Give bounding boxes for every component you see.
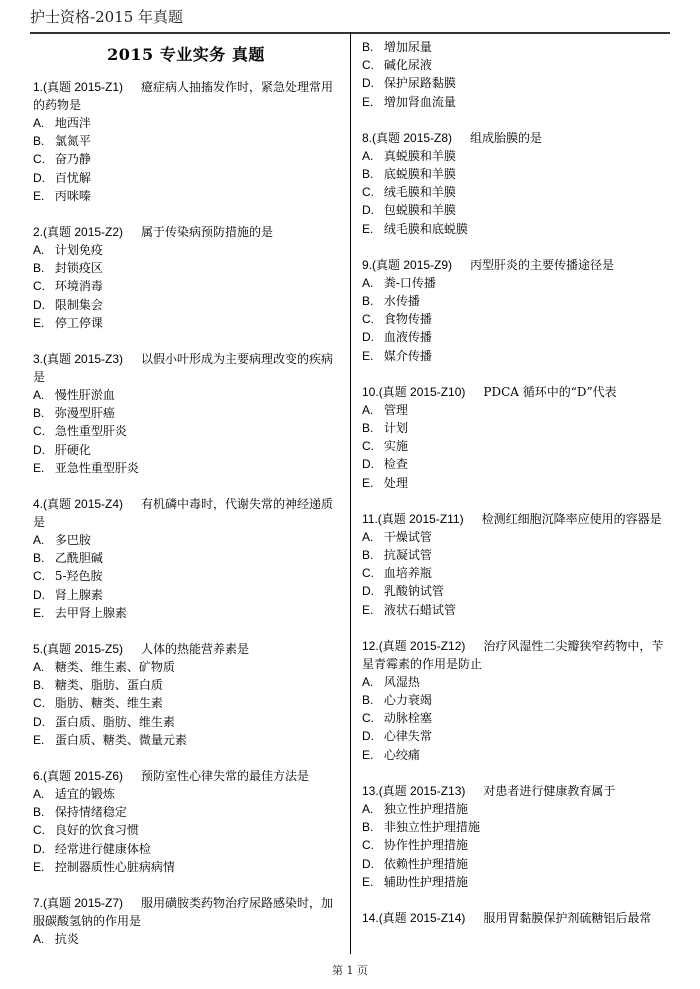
option-text: 独立性护理措施 xyxy=(380,801,468,816)
option-key: E. xyxy=(362,747,374,762)
option-key: A. xyxy=(362,148,374,163)
answer-option xyxy=(33,658,339,676)
answer-option xyxy=(33,604,339,622)
option-text: 包蜕膜和羊膜 xyxy=(380,203,456,218)
option-key: C. xyxy=(362,711,374,726)
answer-option xyxy=(362,601,672,619)
answer-option xyxy=(33,821,339,839)
answer-option xyxy=(33,930,339,948)
right-column xyxy=(362,38,672,945)
question-item xyxy=(33,894,339,948)
option-key: D. xyxy=(362,330,374,345)
question-item xyxy=(362,256,672,365)
option-text: 百忧解 xyxy=(51,170,91,185)
question-tag: (真题 2015-Z8) xyxy=(372,130,453,145)
question-item xyxy=(362,383,672,492)
option-key: B. xyxy=(362,548,374,563)
option-text: 环境消毒 xyxy=(51,279,103,294)
option-text: 干燥试管 xyxy=(380,529,432,544)
question-item xyxy=(362,637,672,764)
answer-option xyxy=(362,528,672,546)
option-text: 限制集会 xyxy=(51,297,103,312)
question-number: 5. xyxy=(33,642,44,657)
answer-option xyxy=(33,731,339,749)
answer-option xyxy=(362,691,672,709)
answer-option xyxy=(362,546,672,564)
option-text: 蛋白质、糖类、微量元素 xyxy=(51,732,187,747)
page-footer xyxy=(0,962,700,978)
question-item xyxy=(362,909,672,927)
option-key: E. xyxy=(33,460,45,475)
option-key: A. xyxy=(362,402,374,417)
option-key: D. xyxy=(33,170,45,185)
question-number: 3. xyxy=(33,352,44,367)
option-text: 辅助性护理措施 xyxy=(380,874,468,889)
option-text: 肾上腺素 xyxy=(51,587,103,602)
answer-option xyxy=(362,873,672,891)
option-key: B. xyxy=(362,693,374,708)
question-tag: (真题 2015-Z12) xyxy=(378,638,466,653)
question-text: 属于传染病预防措施的是 xyxy=(141,225,274,240)
option-key: C. xyxy=(362,838,374,853)
answer-option xyxy=(33,858,339,876)
answer-option xyxy=(362,727,672,745)
answer-option xyxy=(362,582,672,600)
option-key: A. xyxy=(362,674,374,689)
question-text: 服用磺胺类药物治疗尿路感染时，加服碳酸氢钠的作用是 xyxy=(33,896,334,929)
question-text: 治疗风湿性二尖瓣狭窄药物中，苄星青霉素的作用是防止 xyxy=(362,638,664,671)
answer-option xyxy=(33,241,339,259)
question-stem xyxy=(33,495,339,531)
answer-option xyxy=(362,419,672,437)
option-text: 5-羟色胺 xyxy=(51,569,103,584)
answer-option xyxy=(362,437,672,455)
page-header xyxy=(30,6,670,34)
option-text: 氯氮平 xyxy=(51,134,91,149)
question-tag: (真题 2015-Z14) xyxy=(378,910,466,925)
option-key: B. xyxy=(362,294,374,309)
option-text: 保护尿路黏膜 xyxy=(380,76,456,91)
answer-option xyxy=(362,165,672,183)
page-number: 第 1 页 xyxy=(332,964,368,977)
question-item xyxy=(33,495,339,622)
question-tag: (真题 2015-Z4) xyxy=(43,497,124,512)
option-key: C. xyxy=(33,424,45,439)
answer-option xyxy=(362,800,672,818)
column-divider xyxy=(350,32,351,954)
answer-option xyxy=(33,114,339,132)
option-key: A. xyxy=(362,801,374,816)
question-stem xyxy=(33,894,339,930)
option-text: 依赖性护理措施 xyxy=(380,856,468,871)
option-key: B. xyxy=(33,678,45,693)
option-text: 乳酸钠试管 xyxy=(380,584,444,599)
answer-option xyxy=(362,220,672,238)
option-text: 良好的饮食习惯 xyxy=(51,823,139,838)
question-text: 以假小叶形成为主要病理改变的疾病是 xyxy=(33,352,334,385)
answer-option xyxy=(33,386,339,404)
option-key: E. xyxy=(33,732,45,747)
option-text: 计划 xyxy=(380,421,408,436)
question-text: 检测红细胞沉降率应使用的容器是 xyxy=(481,511,662,526)
option-key: E. xyxy=(362,348,374,363)
option-key: B. xyxy=(33,406,45,421)
option-key: A. xyxy=(33,533,45,548)
option-text: 心力衰竭 xyxy=(380,693,432,708)
option-text: 风湿热 xyxy=(380,674,420,689)
option-text: 媒介传播 xyxy=(380,348,432,363)
option-text: 增加尿量 xyxy=(380,40,432,54)
option-text: 绒毛膜和底蜕膜 xyxy=(380,221,468,236)
answer-option xyxy=(33,459,339,477)
option-key: D. xyxy=(362,729,374,744)
question-item xyxy=(362,782,672,891)
option-key: C. xyxy=(362,566,374,581)
question-stem xyxy=(33,767,339,785)
question-item xyxy=(362,510,672,619)
answer-option xyxy=(33,314,339,332)
option-key: D. xyxy=(33,714,45,729)
option-text: 血液传播 xyxy=(380,330,432,345)
question-stem xyxy=(33,78,339,114)
option-key: D. xyxy=(362,856,374,871)
question-stem xyxy=(33,640,339,658)
option-key: E. xyxy=(33,605,45,620)
option-key: E. xyxy=(33,859,45,874)
answer-option xyxy=(33,259,339,277)
option-key: A. xyxy=(33,932,45,947)
answer-option xyxy=(362,56,672,74)
option-key: D. xyxy=(362,457,374,472)
option-key: B. xyxy=(33,551,45,566)
answer-option xyxy=(33,840,339,858)
question-number: 13. xyxy=(362,783,379,798)
option-key: D. xyxy=(362,203,374,218)
question-tag: (真题 2015-Z3) xyxy=(43,352,124,367)
question-stem xyxy=(362,383,672,401)
answer-option xyxy=(33,785,339,803)
option-text: 实施 xyxy=(380,439,408,454)
answer-option xyxy=(362,328,672,346)
option-key: D. xyxy=(33,297,45,312)
answer-option xyxy=(33,803,339,821)
answer-option xyxy=(33,404,339,422)
option-key: C. xyxy=(362,439,374,454)
option-text: 计划免疫 xyxy=(51,243,103,258)
option-key: C. xyxy=(362,58,374,73)
answer-option xyxy=(362,474,672,492)
option-text: 处理 xyxy=(380,475,408,490)
question-tag: (真题 2015-Z5) xyxy=(43,642,124,657)
option-key: A. xyxy=(362,275,374,290)
option-key: E. xyxy=(362,874,374,889)
option-text: 动脉栓塞 xyxy=(380,711,432,726)
option-key: D. xyxy=(33,841,45,856)
answer-option xyxy=(33,296,339,314)
option-key: B. xyxy=(362,167,374,182)
option-key: B. xyxy=(33,134,45,149)
answer-option xyxy=(362,183,672,201)
option-key: E. xyxy=(33,188,45,203)
option-text: 地西泮 xyxy=(51,116,91,130)
question-stem xyxy=(362,909,672,927)
question-number: 14. xyxy=(362,910,379,925)
option-text: 停工停课 xyxy=(51,315,103,330)
option-key: D. xyxy=(362,584,374,599)
option-text: 水传播 xyxy=(380,294,420,309)
answer-option xyxy=(33,277,339,295)
option-text: 经常进行健康体检 xyxy=(51,841,151,856)
option-key: A. xyxy=(33,388,45,403)
question-item xyxy=(33,767,339,876)
option-text: 心绞痛 xyxy=(380,747,420,762)
option-text: 急性重型肝炎 xyxy=(51,424,127,439)
answer-option xyxy=(362,673,672,691)
answer-option xyxy=(362,836,672,854)
left-column xyxy=(33,38,339,966)
question-tag: (真题 2015-Z9) xyxy=(372,257,453,272)
question-tag: (真题 2015-Z2) xyxy=(43,225,124,240)
question-item xyxy=(33,640,339,749)
option-key: C. xyxy=(33,152,45,167)
right-question-list xyxy=(362,129,672,927)
option-text: 食物传播 xyxy=(380,312,432,327)
answer-option xyxy=(33,586,339,604)
option-key: A. xyxy=(33,116,45,130)
question-text: 有机磷中毒时，代谢失常的神经递质是 xyxy=(33,497,334,530)
question-text: PDCA 循环中的“D”代表 xyxy=(483,384,617,399)
option-text: 适宜的锻炼 xyxy=(51,787,115,802)
option-text: 丙咪嗪 xyxy=(51,188,91,203)
question-item xyxy=(362,129,672,238)
option-text: 控制器质性心脏病病情 xyxy=(51,859,175,874)
option-key: B. xyxy=(362,421,374,436)
option-key: D. xyxy=(33,442,45,457)
option-text: 保持情绪稳定 xyxy=(51,805,127,820)
option-key: A. xyxy=(362,529,374,544)
answer-option xyxy=(33,187,339,205)
option-key: E. xyxy=(362,475,374,490)
option-text: 液状石蜡试管 xyxy=(380,602,456,617)
option-key: E. xyxy=(33,315,45,330)
option-text: 弥漫型肝癌 xyxy=(51,406,115,421)
question-stem xyxy=(33,350,339,386)
answer-option xyxy=(362,347,672,365)
question-text: 癔症病人抽搐发作时，紧急处理常用的药物是 xyxy=(33,80,334,112)
answer-option xyxy=(362,147,672,165)
answer-option xyxy=(33,132,339,150)
option-key: C. xyxy=(33,569,45,584)
question-tag: (真题 2015-Z11) xyxy=(377,511,464,526)
option-key: C. xyxy=(33,279,45,294)
option-key: B. xyxy=(362,40,374,54)
question-tag: (真题 2015-Z7) xyxy=(43,896,124,911)
question-stem xyxy=(362,782,672,800)
option-text: 奋乃静 xyxy=(51,152,91,167)
answer-option xyxy=(362,709,672,727)
answer-option xyxy=(362,564,672,582)
option-text: 真蜕膜和羊膜 xyxy=(380,148,456,163)
answer-option xyxy=(33,567,339,585)
question-stem xyxy=(362,637,672,673)
answer-option xyxy=(362,93,672,111)
option-key: C. xyxy=(33,696,45,711)
answer-option xyxy=(362,292,672,310)
option-key: A. xyxy=(33,243,45,258)
answer-option xyxy=(33,422,339,440)
option-text: 绒毛膜和羊膜 xyxy=(380,185,456,200)
question-stem xyxy=(362,129,672,147)
left-question-list xyxy=(33,78,339,948)
answer-option xyxy=(362,310,672,328)
option-text: 糖类、脂肪、蛋白质 xyxy=(51,678,163,693)
question-number: 9. xyxy=(362,257,373,272)
question-text: 预防室性心律失常的最佳方法是 xyxy=(141,769,310,784)
option-text: 血培养瓶 xyxy=(380,566,432,581)
option-key: A. xyxy=(33,660,45,675)
option-text: 抗炎 xyxy=(51,932,79,947)
option-key: C. xyxy=(362,185,374,200)
question-stem xyxy=(33,223,339,241)
answer-option xyxy=(362,746,672,764)
answer-option xyxy=(33,694,339,712)
answer-option xyxy=(362,401,672,419)
question-7-continued xyxy=(362,38,672,111)
question-number: 4. xyxy=(33,497,44,512)
question-stem xyxy=(362,256,672,274)
question-number: 12. xyxy=(362,638,379,653)
option-text: 糖类、维生素、矿物质 xyxy=(51,660,175,675)
question-tag: (真题 2015-Z1) xyxy=(43,80,124,94)
option-text: 粪-口传播 xyxy=(380,275,436,290)
option-text: 抗凝试管 xyxy=(380,548,432,563)
answer-option xyxy=(362,74,672,92)
answer-option xyxy=(33,441,339,459)
option-key: B. xyxy=(33,261,45,276)
answer-option xyxy=(362,274,672,292)
option-key: E. xyxy=(362,221,374,236)
answer-option xyxy=(33,169,339,187)
option-text: 肝硬化 xyxy=(51,442,91,457)
option-text: 封锁疫区 xyxy=(51,261,103,276)
option-text: 心律失常 xyxy=(380,729,432,744)
question-number: 6. xyxy=(33,769,44,784)
option-text: 检查 xyxy=(380,457,408,472)
question-number: 10. xyxy=(362,384,379,399)
option-text: 乙酰胆碱 xyxy=(51,551,103,566)
option-text: 碱化尿液 xyxy=(380,58,432,73)
answer-option xyxy=(33,676,339,694)
question-text: 丙型肝炎的主要传播途径是 xyxy=(470,257,615,272)
question-number: 8. xyxy=(362,130,373,145)
option-key: E. xyxy=(362,94,374,109)
option-text: 脂肪、糖类、维生素 xyxy=(51,696,163,711)
answer-option xyxy=(362,818,672,836)
answer-option xyxy=(33,150,339,168)
section-title: 2015 专业实务 真题 xyxy=(107,45,265,64)
option-text: 蛋白质、脂肪、维生素 xyxy=(51,714,175,729)
answer-option xyxy=(362,201,672,219)
header-title: 护士资格-2015 年真题 xyxy=(30,8,184,26)
question-number: 1. xyxy=(33,80,44,94)
option-key: E. xyxy=(362,602,374,617)
answer-option xyxy=(362,38,672,56)
question-item xyxy=(33,78,339,205)
option-key: C. xyxy=(362,312,374,327)
option-text: 去甲肾上腺素 xyxy=(51,605,127,620)
option-text: 多巴胺 xyxy=(51,533,91,548)
option-text: 亚急性重型肝炎 xyxy=(51,460,139,475)
question-text: 对患者进行健康教育属于 xyxy=(483,783,616,798)
question-item xyxy=(33,350,339,477)
option-key: B. xyxy=(33,805,45,820)
question-tag: (真题 2015-Z10) xyxy=(378,384,466,399)
option-text: 协作性护理措施 xyxy=(380,838,468,853)
option-key: C. xyxy=(33,823,45,838)
answer-option xyxy=(362,855,672,873)
question-stem xyxy=(362,510,672,528)
question-number: 2. xyxy=(33,225,44,240)
question-item xyxy=(33,223,339,332)
option-text: 增加肾血流量 xyxy=(380,94,456,109)
question-tag: (真题 2015-Z6) xyxy=(43,769,124,784)
option-text: 非独立性护理措施 xyxy=(380,820,480,835)
option-key: A. xyxy=(33,787,45,802)
answer-option xyxy=(33,531,339,549)
question-number: 11. xyxy=(362,511,378,526)
option-text: 底蜕膜和羊膜 xyxy=(380,167,456,182)
option-key: B. xyxy=(362,820,374,835)
option-text: 慢性肝淤血 xyxy=(51,388,115,403)
question-text: 服用胃黏膜保护剂硫糖铝后最常 xyxy=(483,910,652,925)
question-text: 人体的热能营养素是 xyxy=(141,642,250,657)
option-key: D. xyxy=(362,76,374,91)
answer-option xyxy=(362,455,672,473)
option-text: 管理 xyxy=(380,402,408,417)
answer-option xyxy=(33,713,339,731)
question-text: 组成胎膜的是 xyxy=(470,130,543,145)
option-key: D. xyxy=(33,587,45,602)
question-tag: (真题 2015-Z13) xyxy=(378,783,466,798)
answer-option xyxy=(33,549,339,567)
question-number: 7. xyxy=(33,896,44,911)
